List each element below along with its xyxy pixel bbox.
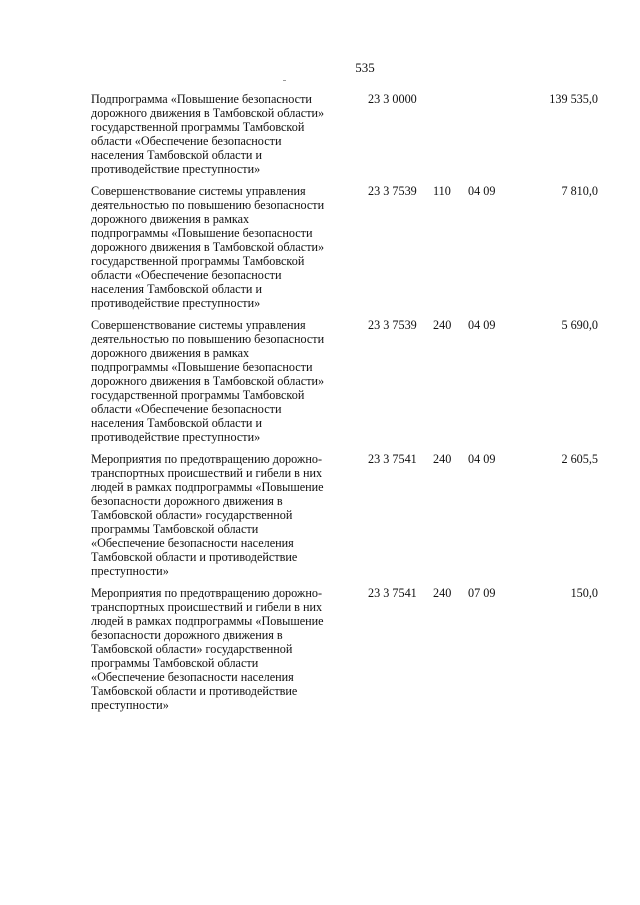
row-section: 04 09 — [468, 184, 496, 198]
row-amount: 2 605,5 — [561, 452, 598, 466]
row-amount: 5 690,0 — [561, 318, 598, 332]
row-target-code: 23 3 7539 — [368, 184, 417, 198]
table-row — [91, 586, 601, 712]
row-target-code: 23 3 7541 — [368, 586, 417, 600]
row-target-code: 23 3 0000 — [368, 92, 417, 106]
row-expense-type: 110 — [433, 184, 451, 198]
budget-table — [91, 92, 601, 720]
row-expense-type: 240 — [433, 318, 452, 332]
row-description: Подпрограмма «Повышение безопасности дорожного движения в Тамбовской области» государственной программы Тамбовской области «Обеспечение безопасности населения Тамбовской области и противодействие преступности» — [91, 92, 325, 176]
scan-mark — [283, 80, 286, 81]
table-row — [91, 452, 601, 578]
row-description: Совершенствование системы управления деятельностью по повышению безопасности дорожного движения в рамках подпрограммы «Повышение безопасности дорожного движения в Тамбовской области» государственной программы Тамбовской области «Обеспечение безопасности населения Тамбовской области и противодействие преступности» — [91, 318, 325, 444]
row-expense-type: 240 — [433, 586, 452, 600]
row-section: 04 09 — [468, 318, 496, 332]
row-amount: 150,0 — [570, 586, 598, 600]
row-target-code: 23 3 7541 — [368, 452, 417, 466]
row-amount: 139 535,0 — [549, 92, 598, 106]
row-description: Мероприятия по предотвращению дорожно- транспортных происшествий и гибели в них людей в рамках подпрограммы «Повышение безопасности дорожного движения в Тамбовской области» государственной программы Тамбовской области «Обеспечение безопасности населения Тамбовской области и противодействие преступности» — [91, 586, 324, 712]
table-row — [91, 184, 601, 310]
row-expense-type: 240 — [433, 452, 452, 466]
row-description: Мероприятия по предотвращению дорожно- транспортных происшествий и гибели в них людей в рамках подпрограммы «Повышение безопасности дорожного движения в Тамбовской области» государственной программы Тамбовской области «Обеспечение безопасности населения Тамбовской области и противодействие преступности» — [91, 452, 324, 578]
row-amount: 7 810,0 — [561, 184, 598, 198]
row-target-code: 23 3 7539 — [368, 318, 417, 332]
table-row — [91, 318, 601, 444]
table-row — [91, 92, 601, 176]
row-section: 04 09 — [468, 452, 496, 466]
row-description: Совершенствование системы управления деятельностью по повышению безопасности дорожного движения в рамках подпрограммы «Повышение безопасности дорожного движения в Тамбовской области» государственной программы Тамбовской области «Обеспечение безопасности населения Тамбовской области и противодействие преступности» — [91, 184, 325, 310]
row-section: 07 09 — [468, 586, 496, 600]
page-number: 535 — [355, 60, 375, 75]
